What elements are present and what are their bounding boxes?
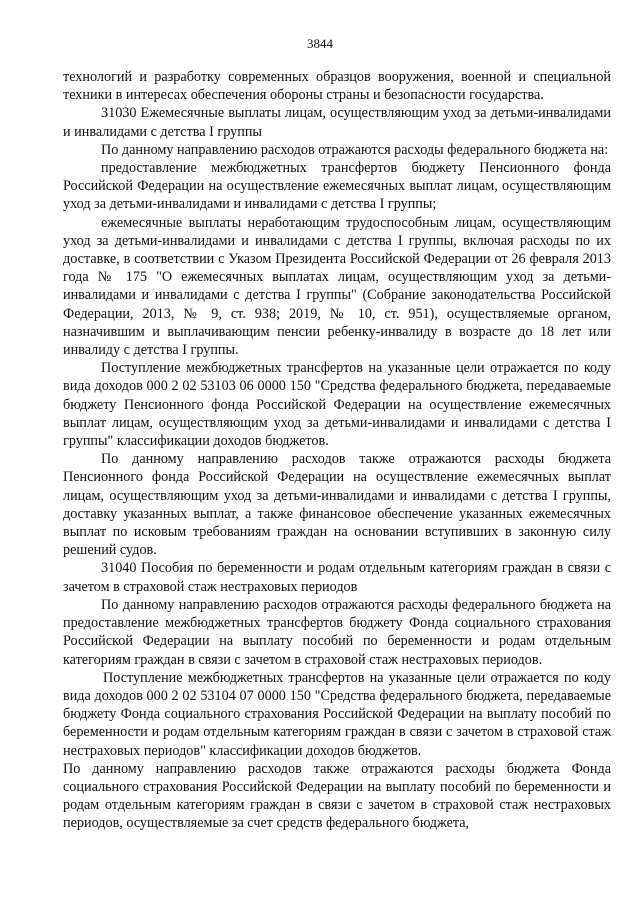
page-number: 3844 xyxy=(307,36,333,51)
paragraph-5: ежемесячные выплаты неработающим трудоспособным лицам, осуществляющим уход за детьми-инвалидами и инвалидами с детства I группы, включая расходы по их доставке, в соответствии с Указом Президента Российской Федерации от 26 февраля 2013 года № 175 "О ежемесячных выплатах лицам, осуществляющим уход за детьми-инвалидами и инвалидами с детства I группы" (Собрание законодательства Российской Федерации, 2013, № 9, ст. 938; 2019, № 10, ст. 951), осуществляемые органом, назначившим и выплачивающим пенсии ребенку-инвалиду в возрасте до 18 лет или инвалиду с детства I группы. xyxy=(63,214,611,359)
paragraph-7: По данному направлению расходов также отражаются расходы бюджета Пенсионного фонда Российской Федерации на осуществление ежемесячных выплат лицам, осуществляющим уход за детьми-инвалидами и инвалидами с детства I группы, доставку указанных выплат, а также финансовое обеспечение указанных ежемесячных выплат по исковым требованиям граждан на основании вступивших в законную силу решений судов. xyxy=(63,451,611,559)
document-body xyxy=(63,68,611,833)
paragraph-4: предоставление межбюджетных трансфертов бюджету Пенсионного фонда Российской Федерации на осуществление ежемесячных выплат лицам, осуществляющим уход за детьми-инвалидами и инвалидами с детства I группы; xyxy=(63,160,611,213)
section-heading-31040: 31040 Пособия по беременности и родам отдельным категориям граждан в связи с зачетом в страховой стаж нестраховых периодов xyxy=(63,560,611,595)
paragraph-10: Поступление межбюджетных трансфертов на указанные цели отражается по коду вида доходов 000 2 02 53104 07 0000 150 "Средства федерального бюджета, передаваемые бюджету Фонда социального страхования Российской Федерации на выплату пособий по беременности и родам отдельным категориям граждан в связи с зачетом в страховой стаж нестраховых периодов" классификации доходов бюджетов. xyxy=(63,669,611,759)
paragraph-3: По данному направлению расходов отражаются расходы федерального бюджета на: xyxy=(101,141,609,158)
paragraph-6: Поступление межбюджетных трансфертов на указанные цели отражается по коду вида доходов 000 2 02 53103 06 0000 150 "Средства федерального бюджета, передаваемые бюджету Пенсионного фонда Российской Федерации на осуществление ежемесячных выплат лицам, осуществляющим уход за детьми-инвалидами и инвалидами с детства I группы" классификации доходов бюджетов. xyxy=(63,360,611,450)
paragraph-9: По данному направлению расходов отражаются расходы федерального бюджета на предоставление межбюджетных трансфертов бюджету Фонда социального страхования Российской Федерации на выплату пособий по беременности и родам отдельным категориям граждан в связи с зачетом в страховой стаж нестраховых периодов. xyxy=(63,596,611,668)
paragraph-1: технологий и разработку современных образцов вооружения, военной и специальной техники в интересах обеспечения обороны страны и безопасности государства. xyxy=(63,69,611,104)
section-heading-31030: 31030 Ежемесячные выплаты лицам, осуществляющим уход за детьми-инвалидами и инвалидами с детства I группы xyxy=(63,105,611,140)
paragraph-11: По данному направлению расходов также отражаются расходы бюджета Фонда социального страхования Российской Федерации на выплату пособий по беременности и родам отдельным категориям граждан в связи с зачетом в страховой стаж нестраховых периодов, осуществляемые за счет средств федерального бюджета, xyxy=(63,760,611,832)
